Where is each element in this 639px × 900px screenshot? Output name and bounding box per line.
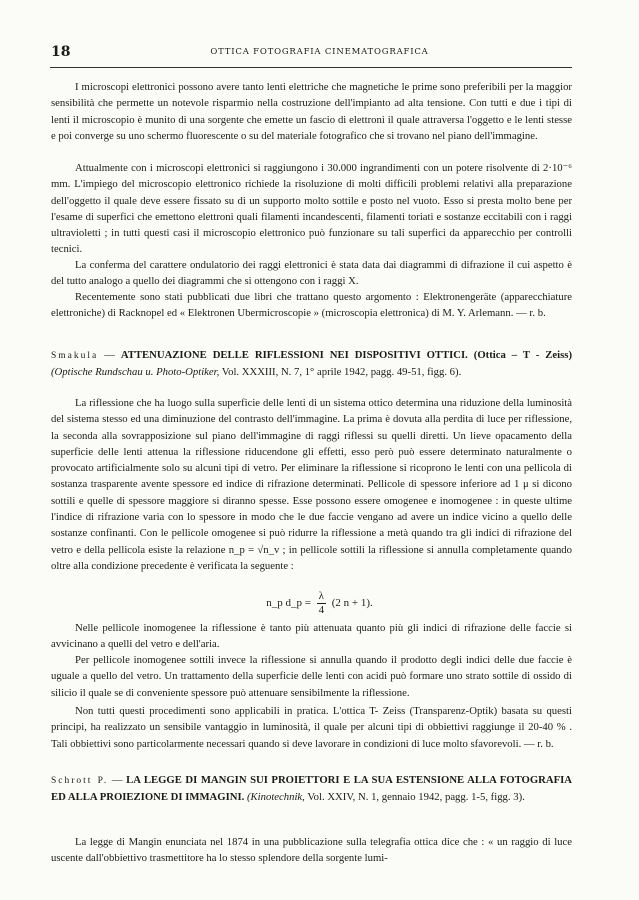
article-1-paragraph-1: La riflessione che ha luogo sulla superficie delle lenti di un sistema ottico determina una riduzione della luminosità del sistema stesso ed una diminuzione del contrasto dell'immagine. La prima è dovuta alla perdita di luce per riflessione, la seconda alla sovrapposizione sul piano dell'immagine di raggi riflessi su quelli diretti. Un lieve opacamento della superficie delle lenti attenua la riflessione riducendone gli effetti, esso però può essere determinato naturalmente o provocato artificialmente solo su alcuni tipi di vetro. Per eliminare la riflessione si ricoprono le lenti con una pellicola di sostanza trasparente avente spessore ed indice di rifrazione determinati. Pellicole di spessore inferiore ad 1 μ si dicono sottili e quelle di spessore maggiore si diranno spesse. Esse possono essere omogenee e inomogenee : in queste ultime l'indice di rifrazione varia con lo spessore in modo che le due faccie vengano ad avere un indice vicino a quello delle sostanze confinanti. Con le pellicole omogenee si può ridurre la riflessione a metà quando tra gli indici di rifrazione del vetro e della pellicola esiste la relazione n_p = √n_v ; in pellicole sottili la riflessione si annulla completamente quando oltre alla condizione precedente è verificata la seguente : bbox=[51, 397, 572, 572]
article-1-paragraph-3: Per pellicole inomogenee sottili invece la riflessione si annulla quando il prodotto degli indici delle due faccie è uguale a quello del vetro. Un trattamento della superficie delle lenti con acidi può formare uno strato sottile di ossido di silicio il quale se di conveniente spessore può attenuare sensibilmente la riflessione. bbox=[51, 654, 572, 699]
article-1-citation: Vol. XXXIII, N. 7, 1° aprile 1942, pagg. 49-51, figg. 6). bbox=[221, 366, 462, 379]
page-number: 18 bbox=[51, 44, 71, 60]
article-1-source: (Optische Rundschau u. Photo-Optiker, bbox=[51, 366, 220, 379]
article-1-heading bbox=[51, 347, 572, 381]
formula-rhs: (2 n + 1). bbox=[331, 597, 373, 610]
article-2-source: (Kinotechnik, bbox=[246, 791, 305, 804]
article-2-title: LA LEGGE DI MANGIN SUI PROIETTORI E LA SUA ESTENSIONE ALLA FOTOGRAFIA ED ALLA PROIEZIONE DI IMMAGINI. bbox=[51, 774, 572, 804]
article-2-paragraph-1: La legge di Mangin enunciata nel 1874 in una pubblicazione sulla telegrafia ottica dice che : « un raggio di luce uscente dall'obbiettivo trasmettitore ha lo stesso splendore della sorgente lumi- bbox=[51, 836, 572, 865]
header-rule bbox=[50, 67, 572, 68]
article-2-heading bbox=[51, 772, 572, 806]
intro-paragraph-3: La conferma del carattere ondulatorio dei raggi elettronici è stata data dai diagrammi di difrazione il cui aspetto è del tutto analogo a quello dei diagrammi che si ottengono con i raggi X. bbox=[51, 259, 572, 288]
article-1-dash: — bbox=[98, 349, 121, 361]
running-head: OTTICA FOTOGRAFIA CINEMATOGRAFICA bbox=[210, 47, 429, 57]
article-1-formula bbox=[0, 590, 639, 617]
article-1-author: Smakula bbox=[51, 351, 99, 361]
formula-lhs: n_p d_p = bbox=[266, 597, 311, 610]
formula-numerator: λ bbox=[318, 590, 325, 602]
formula-denominator: 4 bbox=[318, 604, 325, 616]
article-2-dash: — bbox=[108, 774, 127, 786]
article-1-paragraph-2: Nelle pellicole inomogenee la riflessione è tanto più attenuata quanto più gli indici di rifrazione delle faccie si avvicinano a quelli del vetro e dell'aria. bbox=[51, 622, 572, 651]
intro-paragraph-2: Attualmente con i microscopi elettronici si raggiungono i 30.000 ingrandimenti con un potere risolvente di 2·10⁻⁶ mm. L'impiego del microscopio elettronico richiede la risoluzione di molti difficili problemi relativi alla preparazione dell'oggetto il quale deve essere fissato su di un supporto molto sottile e posto nel vuoto. Esso si presta molto bene per l'esame di superfici che emettono elettroni quali filamenti incandescenti, filamenti toriati e sostanze eccitabili con i raggi ultravioletti ; in tutti questi casi il microscopio elettronico può funzionare su tali superfici da apparecchio per controlli tecnici. bbox=[51, 162, 572, 256]
intro-paragraph-4: Recentemente sono stati pubblicati due libri che trattano questo argomento : Elektronengeräte (apparecchiature elettroniche) di Racknopel ed « Elektronen Ubermicroscopie » (microscopia elettronica) di M. Y. Arlemann. — r. b. bbox=[51, 291, 572, 320]
article-1-title: ATTENUAZIONE DELLE RIFLESSIONI NEI DISPOSITIVI OTTICI. (Ottica – T - Zeiss) bbox=[120, 349, 573, 361]
intro-paragraph-1: I microscopi elettronici possono avere tanto lenti elettriche che magnetiche le prime sono preferibili per la maggior sensibilità che permette un notevole risparmio nella costruzione dell'impianto ad alta tensione. Con tutti e due i tipi di lenti il microscopio è munito di una sorgente che emette un fascio di elettroni il quale attraversa l'oggetto e le lenti stesse e poi converge su uno schermo fluorescente o su del materiale fotografico che si trovano nel piano dell'immagine. bbox=[51, 81, 572, 142]
formula-fraction bbox=[317, 590, 326, 617]
article-1-paragraph-4: Non tutti questi procedimenti sono applicabili in pratica. L'ottica T- Zeiss (Transparenz-Optik) basata su questi principi, ha realizzato un sensibile vantaggio in luminosità, il quale per alcuni tipi di obbiettivi raggiunge il 20-40 % . Tali obbiettivi sono particolarmente necessari quando si deve lavorare in condizioni di luce molto sfavorevoli. — r. b. bbox=[51, 705, 572, 750]
article-2-author: Schrott P. bbox=[51, 776, 109, 786]
article-2-citation: Vol. XXIV, N. 1, gennaio 1942, pagg. 1-5, figg. 3). bbox=[307, 791, 525, 804]
